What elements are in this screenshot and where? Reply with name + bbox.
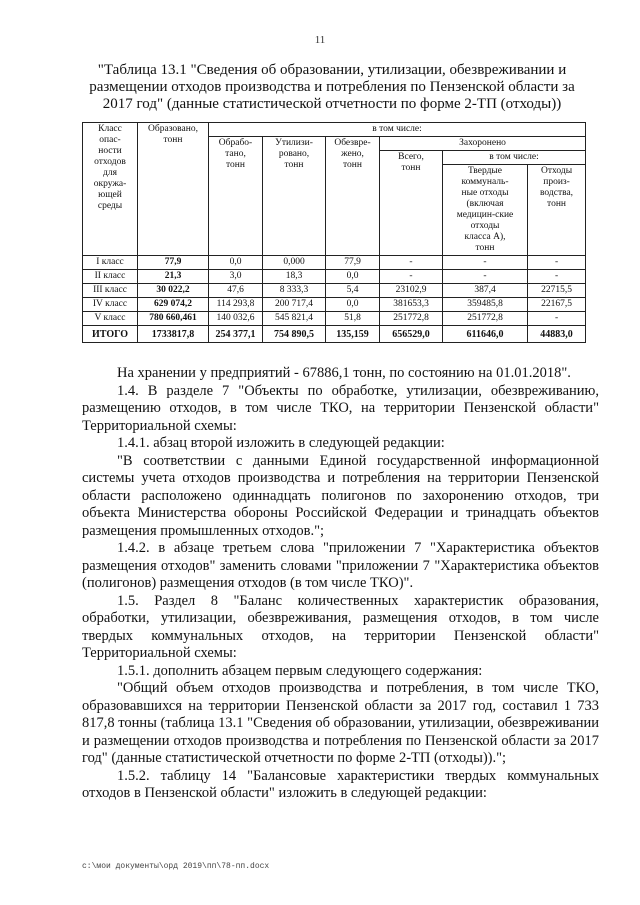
cell-production: - [528,312,586,326]
header-hazard-class: Класс опас- ности отходов для окружа- ющей среды [83,123,138,256]
cell-tko: 387,4 [443,284,528,298]
header-production: Отходы произ- водства, тонн [528,165,586,256]
table-row [83,256,586,270]
cell-tko: - [443,270,528,284]
body-text [82,365,599,803]
paragraph: 1.5.1. дополнить абзацем первым следующего содержания: [117,662,483,679]
cell-tko: 359485,8 [443,298,528,312]
paragraph: "Общий объем отходов производства и потребления, в том числе ТКО, образовавшихся на территории Пензенской области за 2017 год, составил 1 733 817,8 тонны (таблица 13.1 "Сведения об образовании, утилизации, обезвреживании и размещении отходов производства и потребления по Пензенской области за 2017 год" (данные статистической отчетности по форме 2-ТП (отходы))."; [82,680,599,766]
cell-total: - [380,270,443,284]
cell-total: 381653,3 [380,298,443,312]
cell-production: - [528,270,586,284]
cell-processed: 114 293,8 [209,298,263,312]
cell-processed: 47,6 [209,284,263,298]
header-including-sub: в том числе: [443,151,586,165]
header-total: Всего, тонн [380,151,443,256]
table-row [83,298,586,312]
cell-utilized: 0,000 [263,256,326,270]
paragraph: 1.4.2. в абзаце третьем слова "приложении 7 "Характеристика объектов размещения отходов" заменить словами "приложении 7 "Характеристика объектов (полигонов) размещения отходов (в том числе ТКО)". [82,540,599,591]
cell-tko: 611646,0 [443,326,528,343]
paragraph: 1.5. Раздел 8 "Баланс количественных характеристик образования, обработки, утилизации, обезвреживания, размещения отходов, в том числе твердых коммунальных отходов, на территории Пензенской области" Территориальной схемы: [82,592,599,661]
cell-class: V класс [83,312,138,326]
cell-class: I класс [83,256,138,270]
header-processed: Обрабо- тано, тонн [209,137,263,256]
cell-generated: 780 660,461 [138,312,209,326]
cell-utilized: 545 821,4 [263,312,326,326]
cell-class: IV класс [83,298,138,312]
cell-class: III класс [83,284,138,298]
footer-file-path: c:\мои документы\орд 2019\пп\78-пп.docx [82,862,270,871]
cell-processed: 0,0 [209,256,263,270]
cell-neutralized: 0,0 [326,270,380,284]
paragraph: "В соответствии с данными Единой государственной информационной системы учета отходов производства и потребления на территории Пензенской области расположено одиннадцать полигонов по захоронению отходов, три объекта Министерства обороны Российской Федерации и тринадцать объектов размещения промышленных отходов."; [82,452,599,539]
cell-generated: 629 074,2 [138,298,209,312]
paragraph: 1.4. В разделе 7 "Объекты по обработке, утилизации, обезвреживанию, размещению отходов, в том числе ТКО, на территории Пензенской области" Территориальной схемы: [82,382,599,434]
cell-class: II класс [83,270,138,284]
header-generated: Образовано, тонн [138,123,209,256]
cell-production: - [528,256,586,270]
cell-neutralized: 51,8 [326,312,380,326]
cell-utilized: 200 717,4 [263,298,326,312]
table-title: "Таблица 13.1 "Сведения об образовании, утилизации, обезвреживании и размещении отходов производства и потребления по Пензенской области за 2017 год" (данные статистической отчетности по форме 2-ТП (отходы)) [89,62,575,112]
cell-processed: 254 377,1 [209,326,263,343]
header-buried: Захоронено [380,137,586,151]
waste-table [82,122,586,343]
header-utilized: Утилизи- ровано, тонн [263,137,326,256]
table-row [83,312,586,326]
paragraph: 1.4.1. абзац второй изложить в следующей редакции: [117,435,445,451]
cell-class: ИТОГО [83,326,138,343]
cell-production: 44883,0 [528,326,586,343]
cell-generated: 77,9 [138,256,209,270]
paragraph: На хранении у предприятий - 67886,1 тонн, по состоянию на 01.01.2018". [117,365,571,381]
cell-tko: - [443,256,528,270]
cell-processed: 140 032,6 [209,312,263,326]
cell-neutralized: 77,9 [326,256,380,270]
cell-utilized: 18,3 [263,270,326,284]
header-tko: Твердые коммуналь- ные отходы (включая медицин-ские отходы класса А), тонн [443,165,528,256]
cell-utilized: 754 890,5 [263,326,326,343]
cell-total: - [380,256,443,270]
header-including: в том числе: [209,123,586,137]
table-row [83,270,586,284]
cell-neutralized: 5,4 [326,284,380,298]
page-number: 11 [314,34,326,46]
cell-processed: 3,0 [209,270,263,284]
cell-production: 22715,5 [528,284,586,298]
paragraph: 1.5.2. таблицу 14 "Балансовые характеристики твердых коммунальных отходов в Пензенской области" изложить в следующей редакции: [82,767,599,801]
cell-total: 656529,0 [380,326,443,343]
cell-generated: 1733817,8 [138,326,209,343]
cell-total: 251772,8 [380,312,443,326]
cell-tko: 251772,8 [443,312,528,326]
cell-utilized: 8 333,3 [263,284,326,298]
cell-generated: 21,3 [138,270,209,284]
cell-generated: 30 022,2 [138,284,209,298]
table-row [83,284,586,298]
table-total-row [83,326,586,343]
cell-production: 22167,5 [528,298,586,312]
header-neutralized: Обезвре- жено, тонн [326,137,380,256]
cell-total: 23102,9 [380,284,443,298]
cell-neutralized: 135,159 [326,326,380,343]
cell-neutralized: 0,0 [326,298,380,312]
